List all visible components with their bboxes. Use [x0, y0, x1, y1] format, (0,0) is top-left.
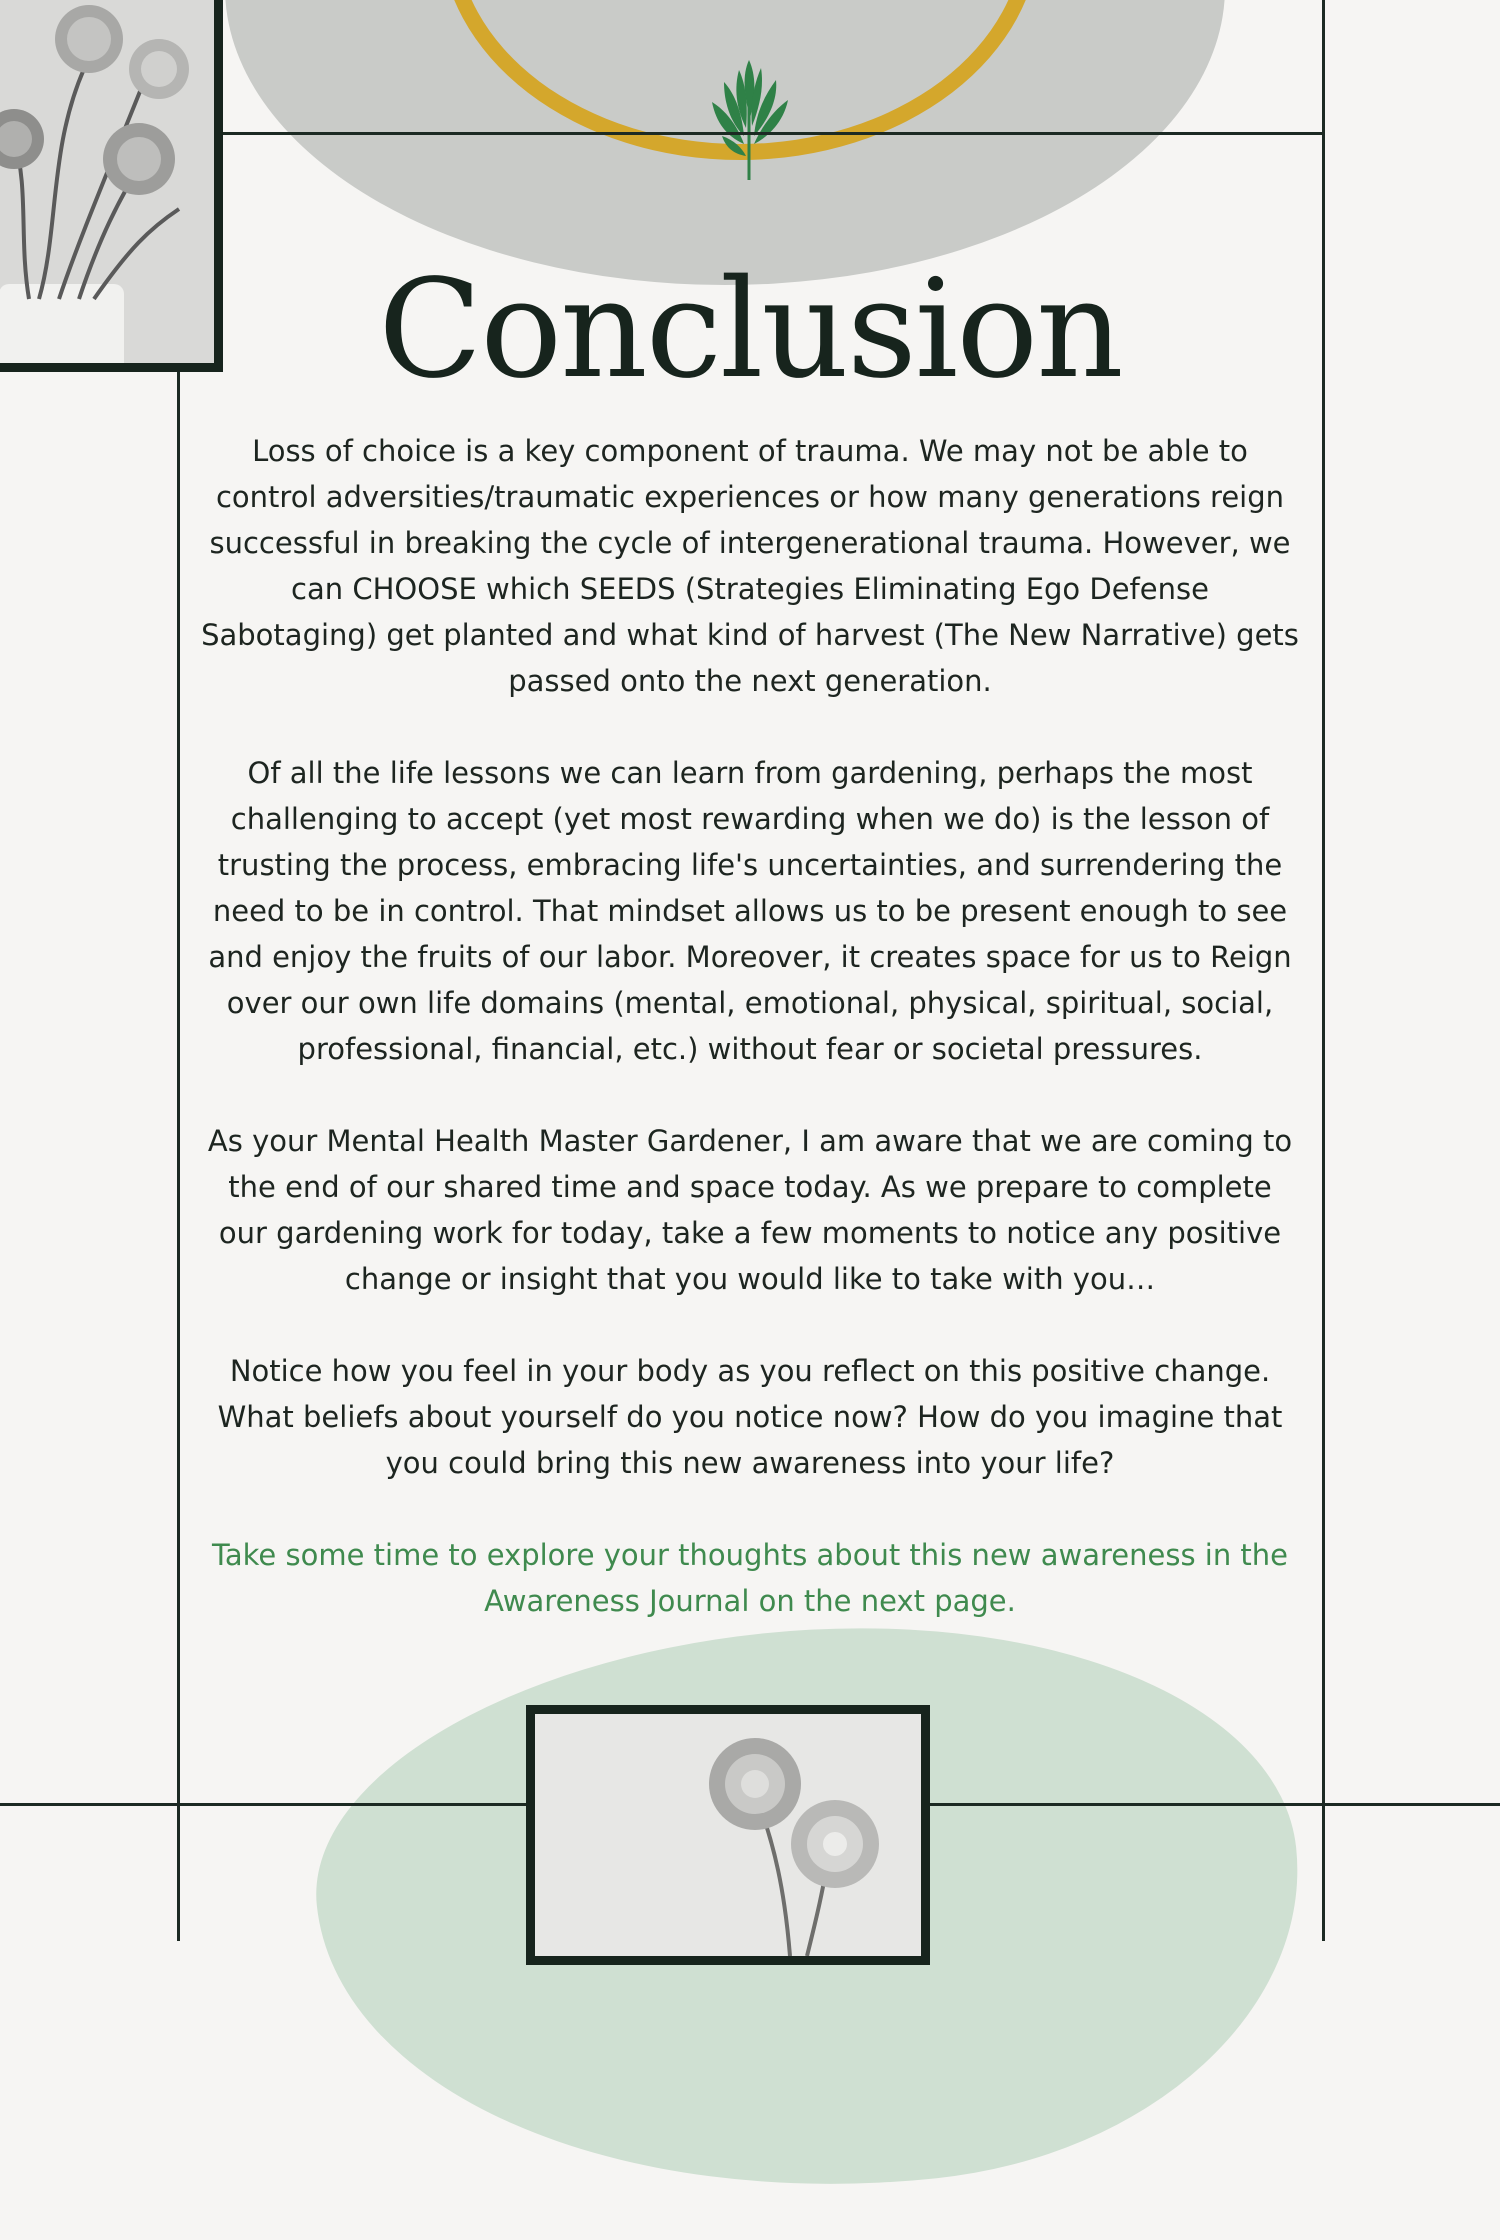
frame-line-left: [177, 368, 180, 1941]
frame-line-top: [215, 132, 1325, 135]
call-to-action-text: Take some time to explore your thoughts about this new awareness in the Awareness Journal on the next page.: [211, 1538, 1289, 1618]
page-title: Conclusion: [378, 251, 1122, 409]
leaf-sprig-icon: [694, 40, 804, 180]
paragraph-3: As your Mental Health Master Gardener, I am aware that we are coming to the end of our shared time and space today. As we prepare to complete our gardening work for today, take a few moments to notice any positive change or insight that you would like to take with you…: [207, 1124, 1293, 1296]
bottom-flower-photo: [526, 1705, 930, 1965]
body-text: [185, 428, 1315, 1624]
paragraph-2: Of all the life lessons we can learn from gardening, perhaps the most challenging to accept (yet most rewarding when we do) is the lesson of trusting the process, embracing life's uncertainties, and surrendering the need to be in control. That mindset allows us to be present enough to see and enjoy the fruits of our labor. Moreover, it creates space for us to Reign over our own life domains (mental, emotional, physical, spiritual, social, professional, financial, etc.) without fear or societal pressures.: [208, 756, 1292, 1066]
ranunculus-stems-image: [535, 1714, 921, 1956]
paragraph-4: Notice how you feel in your body as you reflect on this positive change. What beliefs about yourself do you notice now? How do you imagine that you could bring this new awareness into your life?: [217, 1354, 1283, 1480]
paragraph-1: Loss of choice is a key component of trauma. We may not be able to control adversities/traumatic experiences or how many generations reign successful in breaking the cycle of intergenerational trauma. However, we can CHOOSE which SEEDS (Strategies Eliminating Ego Defense Sabotaging) get planted and what kind of harvest (The New Narrative) gets passed onto the next generation.: [201, 434, 1299, 698]
